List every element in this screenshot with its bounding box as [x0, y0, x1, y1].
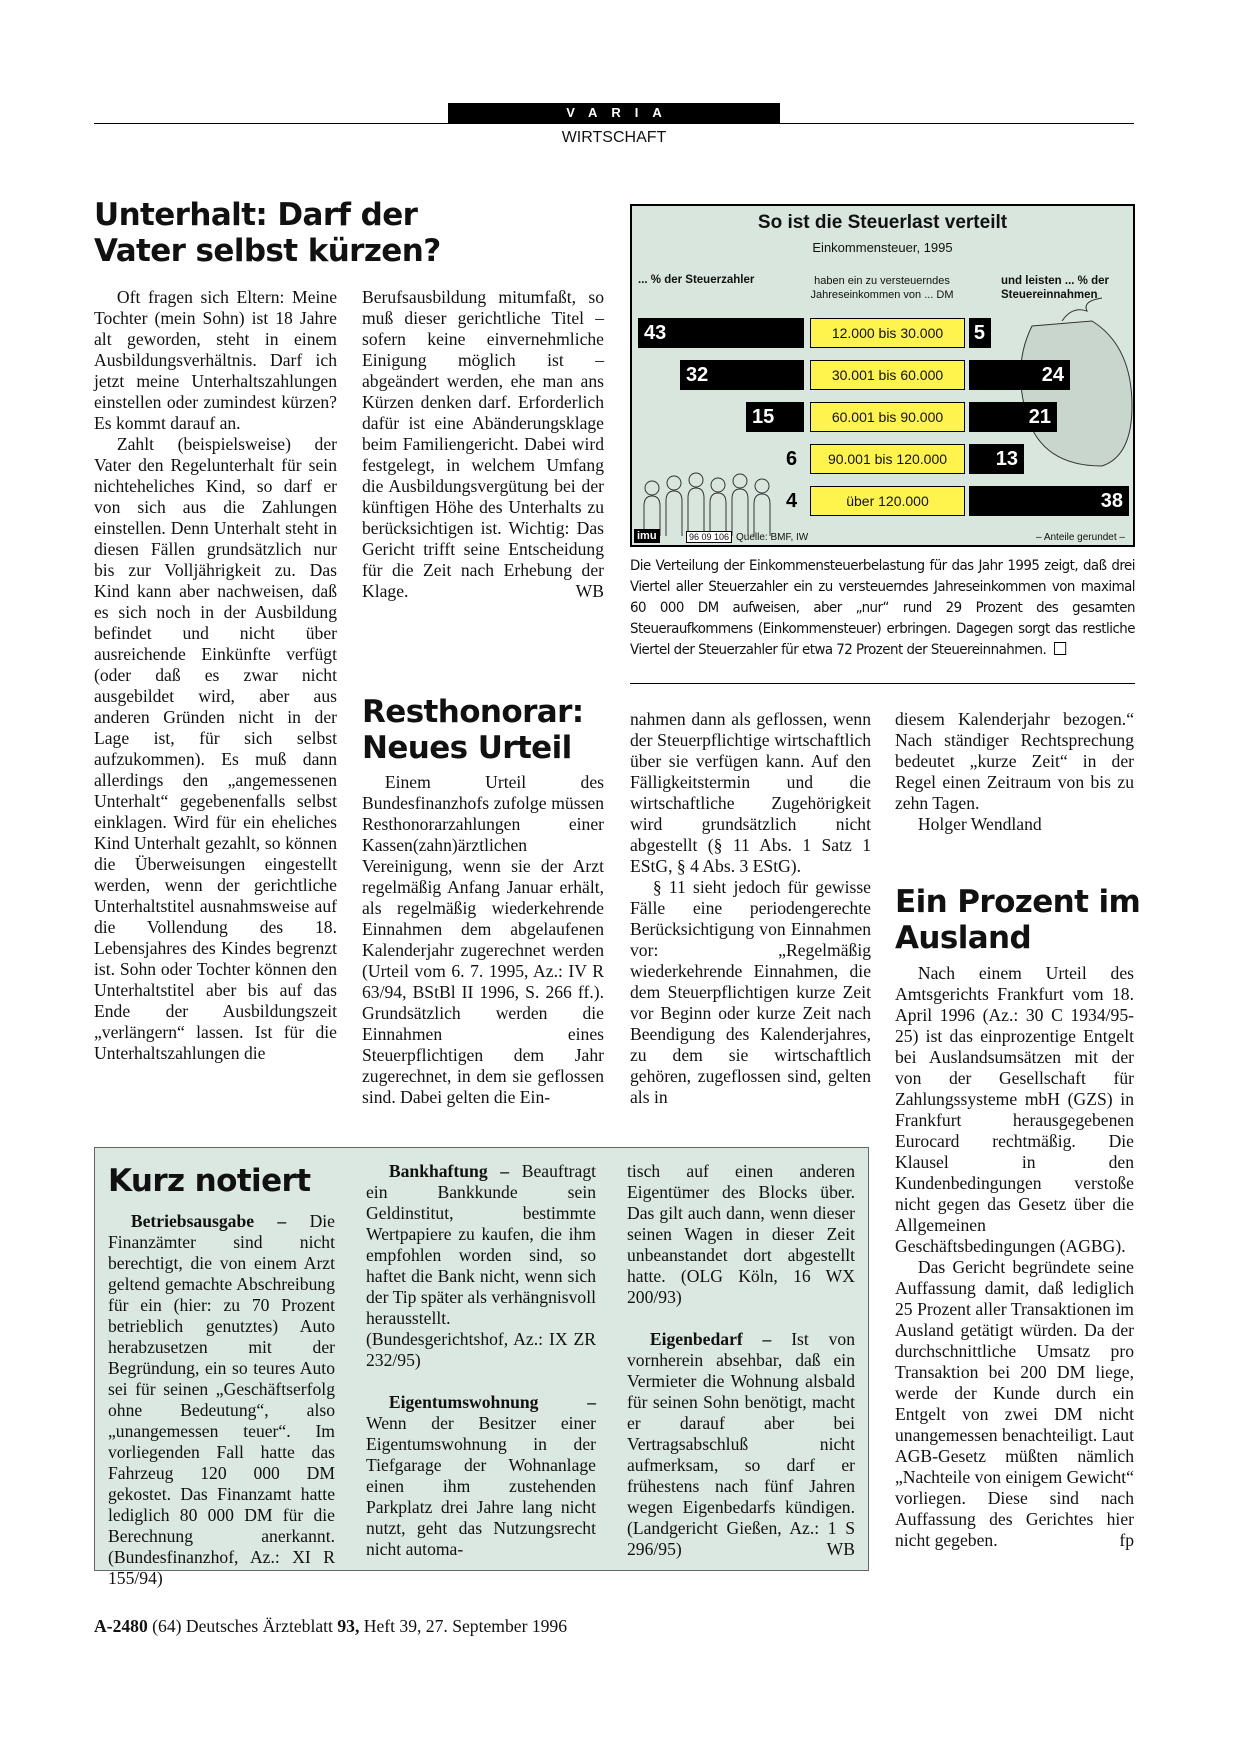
article2-paragraph: Einem Urteil des Bundesfinanzhofs zufolge müssen Resthonorarzahlungen einer Kassen(zahn)ärztlichen Vereinigung, wenn sie der Arzt regelmäßig Anfang Januar erhält, als regelmäßig wiederkehrende Einnahmen dem abgelaufenen Kalenderjahr zugerechnet werden (Urteil vom 6. 7. 1995, Az.: IV R 63/94, BStBl II 1996, S. 266 ff.). Grundsätzlich werden die Einnahmen eines Steuerpflichtigen dem Jahr zugerechnet, in dem sie geflossen sind. Dabei gelten die Ein-: [362, 772, 604, 1107]
kurz-title: Kurz notiert: [108, 1163, 311, 1199]
chart-code: 96 09 106: [686, 531, 732, 543]
taxpayers-label: 4: [786, 490, 798, 512]
income-range-label: 12.000 bis 30.000: [810, 318, 965, 348]
article1-title-line1: Unterhalt: Darf der: [94, 197, 418, 233]
header-rule: [94, 123, 1134, 124]
page-footer: [94, 1616, 567, 1637]
kurz-column3: [627, 1161, 855, 1560]
article3-title-line1: Ein Prozent im: [895, 884, 1141, 920]
article2-paragraph: § 11 sieht jedoch für gewisse Fälle eine periodengerechte Berücksichtigung von Einnahmen vor: „Regelmäßig wiederkehrende Einnahmen, die dem Steuerpflichtigen kurze Zeit vor Beginn oder kurze Zeit nach Beendigung des Kalenderjahres, zu dem sie wirtschaftlich gehören, zugeflossen sind, gelten als in: [630, 877, 871, 1107]
income-range-label: 90.001 bis 120.000: [810, 444, 965, 474]
kurz-item-head: Betriebsausgabe –: [130, 1211, 287, 1231]
chart-header-middle: haben ein zu versteuerndes Jahreseinkommen von ... DM: [810, 275, 954, 301]
kurz-signature: WB: [826, 1539, 855, 1559]
article1-signature: WB: [575, 581, 604, 601]
kurz-item-head: Bankhaftung –: [388, 1161, 510, 1181]
article1-paragraph: Oft fragen sich Eltern: Meine Tochter (mein Sohn) ist 18 Jahre alt geworden, steht in einem Ausbildungsverhältnis. Darf ich jetzt meine Unterhaltszahlungen einstellen oder zumindest kürzen? Es kommt darauf an.: [94, 287, 337, 433]
chart-note: – Anteile gerundet –: [1036, 532, 1125, 543]
article2-paragraph: nahmen dann als geflossen, wenn der Steuerpflichtige wirtschaftlich über sie verfügen kann. Auf den Fälligkeitstermin und die wirtschaftliche Zugehörigkeit wird grundsätzlich nicht abgestellt (§ 11 Abs. 1 Satz 1 EStG, § 4 Abs. 3 EStG).: [630, 709, 871, 876]
taxpayers-label: 6: [786, 448, 798, 470]
income-range-label: 30.001 bis 60.000: [810, 360, 965, 390]
kurz-item: Eigenbedarf – Ist von vornherein absehbar, daß ein Vermieter die Wohnung alsbald für seinen Sohn benötigt, macht er darauf aber bei Vertragsabschluß nicht aufmerksam, so darf er frühestens nach fünf Jahren wegen Eigenbedarfs kündigen. (Landgericht Gießen, Az.: 1 S 296/95) WB: [627, 1329, 855, 1559]
subsection-label: WIRTSCHAFT: [561, 129, 667, 146]
revenue-bar: 21: [969, 402, 1057, 432]
page-number: A-2480: [94, 1616, 148, 1636]
article3-column: [895, 963, 1134, 1551]
article3-signature: fp: [1119, 1530, 1134, 1550]
kurz-item: Eigentumswohnung – Wenn der Besitzer einer Eigentumswohnung in der Tiefgarage der Wohnanlage einen ihm zustehenden Parkplatz drei Jahre lang nicht nutzt, geht das Nutzungsrecht nicht automa-: [366, 1392, 596, 1559]
kurz-item-head: Eigentumswohnung –: [388, 1392, 596, 1412]
article3-title-line2: Ausland: [895, 920, 1032, 956]
article3-title: [895, 884, 1140, 956]
income-range-label: 60.001 bis 90.000: [810, 402, 965, 432]
revenue-bar: 24: [969, 360, 1070, 390]
kurz-item: Bankhaftung – Beauftragt ein Bankkunde sein Geldinstitut, bestimmte Wertpapiere zu kaufen, die ihm empfohlen worden sind, so haftet die Bank nicht, wenn sich der Tip später als verhängnisvoll herausstellt. (Bundesgerichtshof, Az.: IX ZR 232/95): [366, 1161, 596, 1370]
chart-source: Quelle: BMF, IW: [736, 532, 809, 543]
article2-paragraph: diesem Kalenderjahr bezogen.“ Nach ständiger Rechtsprechung bedeutet „kurze Zeit“ in der Regel einen Zeitraum von bis zu zehn Tagen.: [895, 709, 1134, 813]
article1-paragraph: Berufsausbildung mitumfaßt, so muß dieser gerichtliche Titel – sofern keine einvernehmliche Einigung möglich ist – abgeändert werden, ehe man ans Kürzen denken darf. Erforderlich dafür ist eine Abänderungsklage beim Familiengericht. Dabei wird festgelegt, in welchem Umfang die Ausbildungsvergütung bei der künftigen Höhe des Unterhalts zu berücksichtigen ist. Wichtig: Das Gericht trifft seine Entscheidung für die Zeit nach Erhebung der Klage. WB: [362, 287, 604, 601]
article2-title-line2: Neues Urteil: [362, 730, 572, 766]
article1-paragraph: Zahlt (beispielsweise) der Vater den Regelunterhalt für sein nichteheliches Kind, so darf er von sich aus die Zahlungen einstellen. Denn Unterhalt steht in diesen Fällen grundsätzlich nur bis zur Volljährigkeit zu. Das Kind kann aber nachweisen, daß es sich noch in der Ausbildung befindet und nicht über ausreichende Einkünfte verfügt (oder daß es zwar nicht ausgebildet wird, aber aus anderen Gründen nicht in der Lage ist, für sich selbst aufzukommen). Es muß dann allerdings den „angemessenen Unterhalt“ gegebenenfalls selbst einklagen. Wird für ein eheliches Kind Unterhalt gezahlt, so können die Überweisungen eingestellt werden, wenn der gerichtliche Unterhaltstitel ausnahmsweise auf die Vollendung des 18. Lebensjahres des Kindes begrenzt ist. Sohn oder Tochter können den Unterhaltstitel aber bis auf das Ende der Ausbildungszeit „verlängern“ lassen. Ist für die Unterhaltszahlungen die: [94, 434, 337, 1063]
taxpayers-bar: 43: [638, 318, 804, 348]
kurz-column2: [366, 1161, 596, 1560]
footer-volume: 93,: [337, 1616, 360, 1636]
article1-column2: [362, 287, 604, 602]
chart-subtitle: Einkommensteuer, 1995: [812, 240, 953, 255]
revenue-bar: 13: [969, 444, 1024, 474]
chart-title: So ist die Steuerlast verteilt: [757, 212, 1008, 233]
tax-distribution-chart: [630, 204, 1135, 547]
section-label: VARIA: [448, 103, 780, 123]
article2-author: Holger Wendland: [917, 814, 1042, 834]
article3-paragraph: Das Gericht begründete seine Auffassung damit, daß lediglich 25 Prozent aller Transaktionen im Ausland getätigt würden. Da der durchschnittliche Umsatz pro Transaktion bei 200 DM liege, werde der Kunde durch ein Entgelt von zwei DM nicht unangemessen benachteiligt. Laut AGB-Gesetz müßten nämlich „Nachteile von einigem Gewicht“ vorliegen. Diese sind nach Auffassung des Gerichtes hier nicht gegeben. fp: [895, 1257, 1134, 1550]
kurz-item: Betriebsausgabe – Die Finanzämter sind nicht berechtigt, die von einem Arzt geltend gemachte Abschreibung für ein (hier: zu 70 Prozent betrieblich genutztes) Auto herabzusetzen mit der Begründung, ein so teures Auto sei für seinen „Geschäftserfolg ohne Bedeutung“, also „unangemessen teuer“. Im vorliegenden Fall hatte das Fahrzeug 120 000 DM gekostet. Das Finanzamt hatte lediglich 80 000 DM für die Berechnung anerkannt. (Bundesfinanzhof, Az.: XI R 155/94): [108, 1211, 335, 1588]
article1-title: [94, 197, 441, 269]
footer-publication: (64) Deutsches Ärzteblatt: [152, 1616, 333, 1636]
taxpayers-bar: 15: [746, 402, 804, 432]
chart-caption: Die Verteilung der Einkommensteuerbelastung für das Jahr 1995 zeigt, daß drei Viertel aller Steuerzahler ein zu versteuerndes Jahreseinkommen von maximal 60 000 DM aufweisen, aber „nur“ rund 29 Prozent des gesamten Steueraufkommens (Einkommensteuer) erbringen. Dagegen sorgt das restliche Viertel der Steuerzahler für etwa 72 Prozent der Steuereinnahmen.: [630, 558, 1135, 658]
kurz-column1: [108, 1211, 335, 1589]
article2-title-line1: Resthonorar:: [362, 694, 584, 730]
crowd-illustration: [644, 473, 770, 536]
article2-column3: [895, 709, 1134, 835]
chart-header-right: und leisten ... % der Steuereinnahmen: [1001, 275, 1109, 301]
imu-logo: imu: [634, 529, 660, 543]
article1-column1: [94, 287, 337, 1064]
revenue-bar: 5: [969, 318, 991, 348]
kurz-notiert-box: [94, 1147, 869, 1588]
kurz-item-head: Eigenbedarf –: [649, 1329, 772, 1349]
footer-issue: Heft 39, 27. September 1996: [363, 1616, 568, 1636]
kurz-item-continued: tisch auf einen anderen Eigentümer des Blocks über. Das gilt auch dann, wenn dieser seinen Wagen in dieser Zeit unbeanstandet dort abgestellt hatte. (OLG Köln, 16 WX 200/93): [627, 1161, 855, 1307]
taxpayers-bar: 32: [680, 360, 804, 390]
article3-paragraph: Nach einem Urteil des Amtsgerichts Frankfurt vom 18. April 1996 (Az.: 30 C 1934/95-25) ist das einprozentige Entgelt bei Auslandsumsätzen mit der von der Gesellschaft für Zahlungssysteme mbH (GZS) in Frankfurt herausgegebenen Eurocard rechtmäßig. Die Klausel in den Kundenbedingungen verstoße nicht gegen das Gesetz über die Allgemeinen Geschäftsbedingungen (AGBG).: [895, 963, 1134, 1256]
section-rule: [630, 683, 1135, 684]
article2-title: [362, 694, 584, 766]
article2-column2: [630, 709, 871, 1108]
article2-column1: [362, 772, 604, 1108]
revenue-bar: 38: [969, 486, 1129, 516]
end-of-article-box: [1054, 642, 1066, 655]
chart-header-left: ... % der Steuerzahler: [638, 274, 755, 286]
income-range-label: über 120.000: [810, 486, 965, 516]
article1-title-line2: Vater selbst kürzen?: [94, 233, 441, 269]
